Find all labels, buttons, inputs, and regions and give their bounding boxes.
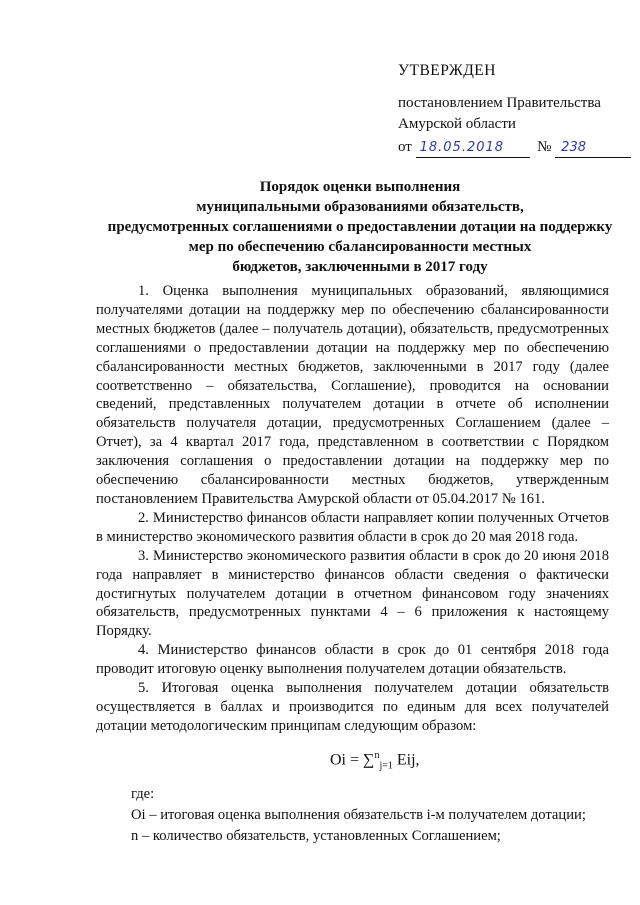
formula — [330, 750, 420, 772]
formula-lhs: Oi = — [330, 751, 364, 769]
approval-line-2: Амурской области — [398, 116, 516, 132]
definitions — [131, 784, 611, 847]
paragraph-5: 5. Итоговая оценка выполнения получателем дотации обязательств осуществляется в баллах и производится по единым для всех получателей дотации методологическим принципам следующим образом: — [96, 680, 609, 734]
paragraph-3: 3. Министерство экономического развития области в срок до 20 июня 2018 года направляет в министерство финансов области сведения о фактически достигнутых получателем дотации в отчетном финансовом году значениях обязательств, предусмотренных пунктами 4 – 6 приложения к настоящему Порядку. — [96, 547, 609, 640]
formula-sum-symbol: ∑ — [363, 751, 375, 769]
title-line: предусмотренных соглашениями о предоставлении дотации на поддержку — [107, 219, 613, 235]
title-line: муниципальными образованиями обязательств, — [196, 199, 524, 215]
from-label: от — [398, 139, 412, 155]
definition-item: Oi – итоговая оценка выполнения обязательств i-м получателем дотации; — [131, 807, 586, 823]
approval-date-number — [398, 137, 631, 158]
definitions-intro: где: — [131, 786, 155, 802]
title-line: бюджетов, заключенными в 2017 году — [232, 259, 488, 275]
approval-date: 18.05.2018 — [416, 140, 530, 158]
title-line: Порядок оценки выполнения — [259, 179, 461, 195]
paragraph-2: 2. Министерство финансов области направляет копии полученных Отчетов в министерство экономического развития области в срок до 20 мая 2018 года. — [96, 509, 609, 545]
document-title — [60, 177, 640, 277]
approval-line-1: постановлением Правительства — [398, 95, 601, 111]
paragraph-1: 1. Оценка выполнения муниципальных образований, являющимися получателями дотации на поддержку мер по обеспечению сбалансированности местных бюджетов (далее – получатель дотации), обязательств, предусмотренных соглашениями о предоставлении дотации на поддержку мер по обеспечению сбалансированности местных бюджетов, заключенными в 2017 году (далее соответственно – обязательства, Соглашение), проводится на основании сведений, представленных получателем дотации в отчете об исполнении обязательств получателя дотации, предусмотренных Соглашением (далее – Отчет), за 4 квартал 2017 года, представленном в соответствии с Порядком заключения соглашения о предоставлении дотации на поддержку мер по обеспечению сбалансированности местных бюджетов, утвержденным постановлением Правительства Амурской области от 05.04.2017 № 161. — [96, 283, 609, 507]
approval-block — [398, 60, 631, 158]
formula-upper-limit: n — [374, 750, 380, 761]
formula-term: Eij, — [392, 751, 420, 769]
paragraph-4: 4. Министерство финансов области в срок до 01 сентября 2018 года проводит итоговую оценку выполнения получателем дотации обязательств. — [96, 642, 609, 678]
document-body — [96, 282, 609, 736]
number-label: № — [537, 139, 552, 155]
approval-heading: УТВЕРЖДЕН — [398, 62, 496, 79]
title-line: мер по обеспечению сбалансированности местных — [188, 239, 532, 255]
definition-item: n – количество обязательств, установленных Соглашением; — [131, 828, 501, 844]
formula-lower-limit: j=1 — [379, 760, 393, 772]
approval-number: 238 — [555, 140, 631, 158]
